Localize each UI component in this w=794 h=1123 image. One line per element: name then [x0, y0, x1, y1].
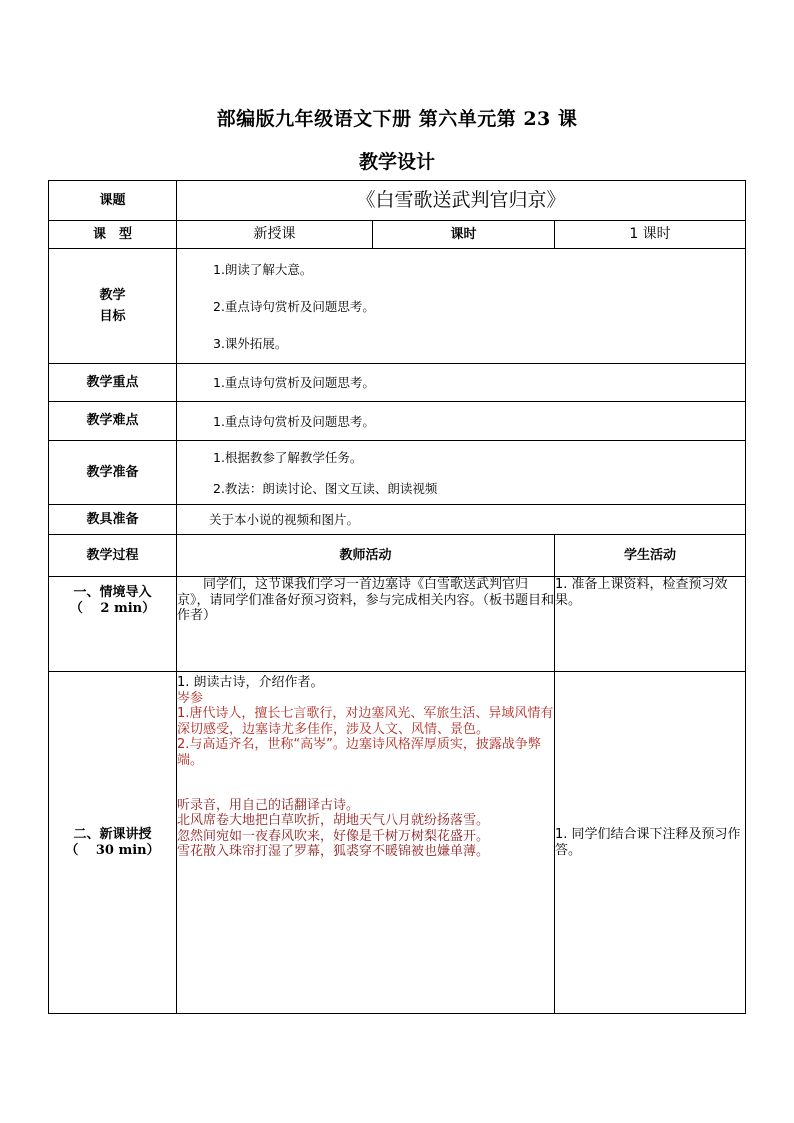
row-preparation	[49, 441, 746, 505]
row-tools	[49, 505, 746, 535]
author-name: 岑参	[177, 690, 204, 706]
row-type	[49, 221, 746, 249]
stage-teaching-student: 1. 同学们结合课下注释及预习作答。	[555, 672, 746, 1014]
row-difficulty	[49, 402, 746, 441]
stage-teaching-cell	[49, 672, 177, 1014]
goals-label-line2: 目标	[99, 309, 126, 324]
spacer	[177, 769, 554, 798]
preparation-label: 教学准备	[49, 441, 177, 505]
tools-item: 关于本小说的视频和图片。	[209, 512, 360, 527]
preparation-item: 2.教法：朗读讨论、图文互读、朗读视频	[213, 480, 438, 496]
col-teacher-header: 教师活动	[177, 535, 555, 577]
topic-value: 《白雪歌送武判官归京》	[177, 181, 746, 221]
row-goals	[49, 249, 746, 364]
goals-label-line1: 教学	[99, 288, 126, 303]
goals-list	[177, 249, 746, 364]
preparation-list	[177, 441, 746, 505]
row-stage-teaching	[49, 672, 746, 1014]
key-point-item: 1.重点诗句赏析及问题思考。	[213, 375, 375, 390]
teacher-line: 听录音，用自己的话翻译古诗。	[177, 797, 360, 813]
row-stage-intro	[49, 577, 746, 672]
key-points-label: 教学重点	[49, 364, 177, 402]
col-process-header: 教学过程	[49, 535, 177, 577]
stage-teaching-teacher	[177, 672, 555, 1014]
difficulty-label: 教学难点	[49, 402, 177, 441]
document-title: 部编版九年级语文下册 第六单元第 23 课	[216, 108, 578, 130]
author-note: 2.与高适齐名，世称“高岑”。边塞诗风格浑厚质实，披露战争弊端。	[177, 737, 541, 768]
hours-value: 1 课时	[555, 221, 746, 249]
topic-label: 课题	[49, 181, 177, 221]
goal-item: 1.朗读了解大意。	[213, 261, 313, 277]
difficulty-item: 1.重点诗句赏析及问题思考。	[213, 413, 375, 429]
lesson-plan-table	[48, 180, 746, 1014]
stage-intro-name: 一、情境导入	[73, 585, 152, 600]
stage-intro-teacher: 同学们，这节课我们学习一首边塞诗《白雪歌送武判官归京》，请同学们准备好预习资料，参与完成相关内容。（板书题目和作者）	[177, 577, 555, 672]
translation-line: 北风席卷大地把白草吹折，胡地天气八月就纷扬落雪。	[177, 813, 490, 829]
key-points-value	[177, 364, 746, 402]
translation-line: 忽然间宛如一夜春风吹来，好像是千树万树梨花盛开。	[177, 828, 490, 844]
preparation-item: 1.根据教参了解教学任务。	[213, 449, 363, 465]
goal-item: 3.课外拓展。	[213, 335, 288, 351]
difficulty-value	[177, 402, 746, 441]
goals-label	[49, 249, 177, 364]
type-value: 新授课	[177, 221, 373, 249]
stage-teaching-time: （ 30 min）	[65, 842, 160, 858]
row-topic	[49, 181, 746, 221]
document-subtitle: 教学设计	[358, 151, 435, 173]
tools-label: 教具准备	[49, 505, 177, 535]
author-note: 1.唐代诗人，擅长七言歌行，对边塞风光、军旅生活、异域风情有深切感受，边塞诗尤多佳作，涉及人文、风情、景色。	[177, 706, 554, 737]
goal-item: 2.重点诗句赏析及问题思考。	[213, 298, 375, 314]
hours-label: 课时	[373, 221, 555, 249]
col-student-header: 学生活动	[555, 535, 746, 577]
tools-value	[177, 505, 746, 535]
row-key-points	[49, 364, 746, 402]
stage-intro-cell	[49, 577, 177, 672]
teacher-line: 1. 朗读古诗，介绍作者。	[177, 675, 324, 690]
stage-intro-student: 1. 准备上课资料，检查预习效果。	[555, 577, 746, 672]
row-process-header	[49, 535, 746, 577]
stage-teaching-name: 二、新课讲授	[73, 826, 152, 842]
translation-line: 雪花散入珠帘打湿了罗幕，狐裘穿不暖锦被也嫌单薄。	[177, 844, 490, 860]
type-label: 课 型	[49, 221, 177, 249]
stage-intro-time: （ 2 min）	[69, 600, 156, 616]
